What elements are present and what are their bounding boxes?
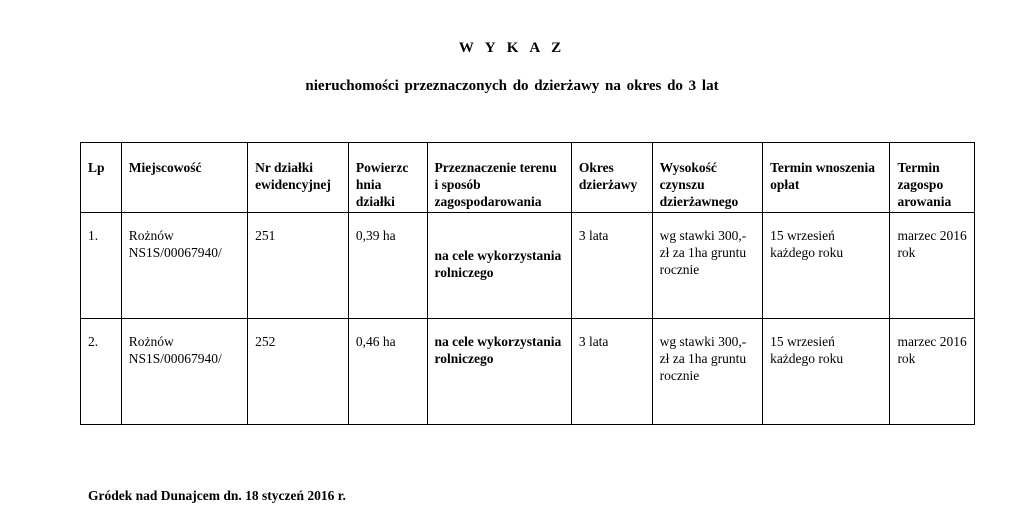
header-przeznaczenie: Przeznaczenie terenu i sposób zagospodarowania: [427, 143, 571, 213]
header-powierzchnia: Powierzc hnia działki: [348, 143, 427, 213]
header-lp: Lp: [81, 143, 122, 213]
cell-powierzchnia: 0,39 ha: [348, 213, 427, 319]
cell-czynsz: wg stawki 300,-zł za 1ha gruntu rocznie: [652, 319, 762, 425]
cell-czynsz: wg stawki 300,-zł za 1ha gruntu rocznie: [652, 213, 762, 319]
header-okres: Okres dzierżawy: [571, 143, 652, 213]
cell-powierzchnia: 0,46 ha: [348, 319, 427, 425]
document-subtitle: nieruchomości przeznaczonych do dzierżawy na okres do 3 lat: [305, 78, 719, 94]
header-miejscowosc: Miejscowość: [121, 143, 247, 213]
header-nr-dzialki: Nr działki ewidencyjnej: [248, 143, 349, 213]
cell-przeznaczenie: na cele wykorzystania rolniczego: [427, 319, 571, 425]
cell-termin-zagosp: marzec 2016 rok: [890, 213, 975, 319]
cell-termin-oplat: 15 wrzesień każdego roku: [763, 213, 890, 319]
cell-okres: 3 lata: [571, 213, 652, 319]
cell-lp: 1.: [81, 213, 122, 319]
cell-nr-dzialki: 252: [248, 319, 349, 425]
cell-termin-zagosp: marzec 2016 rok: [890, 319, 975, 425]
document-footer-place-date: Gródek nad Dunajcem dn. 18 styczeń 2016 r.: [88, 488, 346, 503]
table-header-row: [81, 143, 975, 213]
cell-termin-oplat: 15 wrzesień każdego roku: [763, 319, 890, 425]
cell-miejscowosc: Rożnów NS1S/00067940/: [121, 213, 247, 319]
document-title: W Y K A Z: [458, 40, 566, 56]
cell-okres: 3 lata: [571, 319, 652, 425]
table-row: [81, 213, 975, 319]
header-czynsz: Wysokość czynszu dzierżawnego: [652, 143, 762, 213]
header-termin-oplat: Termin wnoszenia opłat: [763, 143, 890, 213]
cell-lp: 2.: [81, 319, 122, 425]
cell-miejscowosc: Rożnów NS1S/00067940/: [121, 319, 247, 425]
header-termin-zagosp: Termin zagospo arowania: [890, 143, 975, 213]
table-row: [81, 319, 975, 425]
cell-nr-dzialki: 251: [248, 213, 349, 319]
cell-przeznaczenie: na cele wykorzystania rolniczego: [427, 213, 571, 319]
property-list-table: [80, 142, 975, 425]
